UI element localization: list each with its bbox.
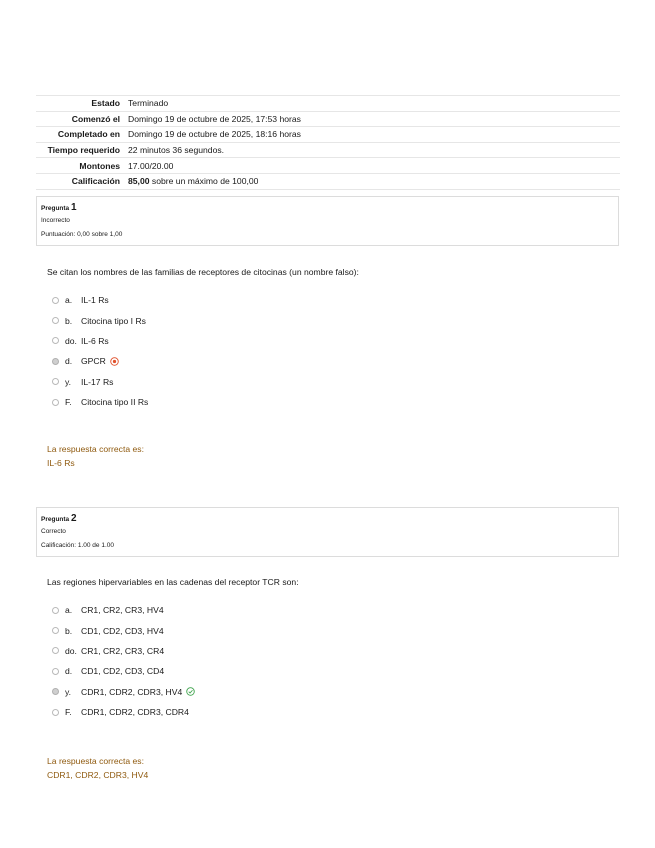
- summary-row-completed: [36, 127, 620, 143]
- answer-text: GPCR: [81, 356, 106, 367]
- answer-letter: do.: [65, 645, 77, 656]
- radio-button[interactable]: [52, 337, 59, 344]
- answer-letter: y.: [65, 376, 72, 387]
- answer-letter: F.: [65, 707, 72, 718]
- answer-letter: b.: [65, 625, 73, 636]
- question-state: Incorrecto: [41, 217, 70, 224]
- question-state: Correcto: [41, 528, 66, 535]
- answer-option-selected[interactable]: [52, 351, 148, 371]
- question-grade: Puntuación: 0,00 sobre 1,00: [41, 231, 123, 238]
- answer-text: CR1, CR2, CR3, HV4: [81, 605, 164, 616]
- question-label: Pregunta: [41, 205, 70, 212]
- answer-option-selected[interactable]: [52, 682, 195, 702]
- answer-letter: a.: [65, 605, 73, 616]
- answer-text: CD1, CD2, CD3, HV4: [81, 625, 164, 636]
- answer-text: Citocina tipo II Rs: [81, 397, 149, 408]
- summary-row-grade: [36, 173, 620, 189]
- summary-value: 22 minutos 36 segundos.: [128, 142, 620, 158]
- summary-value: Domingo 19 de octubre de 2025, 17:53 horas: [128, 111, 620, 127]
- question-grade: Calificación: 1.00 de 1.00: [41, 542, 114, 549]
- answer-option[interactable]: [52, 392, 148, 412]
- grade-max: sobre un máximo de 100,00: [149, 176, 259, 187]
- right-answer-value: CDR1, CDR2, CDR3, HV4: [47, 770, 149, 780]
- question-number-value: 2: [70, 513, 77, 524]
- question-number: [41, 513, 614, 525]
- question-number-value: 1: [70, 202, 77, 213]
- radio-button[interactable]: [52, 317, 59, 324]
- summary-label: Estado: [36, 96, 128, 112]
- radio-button[interactable]: [52, 668, 59, 675]
- summary-label: Montones: [36, 158, 128, 174]
- summary-label: Comenzó el: [36, 111, 128, 127]
- answer-option[interactable]: [52, 331, 148, 351]
- radio-button[interactable]: [52, 378, 59, 385]
- summary-value: Terminado: [128, 96, 620, 112]
- summary-label: Tiempo requerido: [36, 142, 128, 158]
- right-answer: [47, 756, 148, 780]
- radio-button[interactable]: [52, 297, 59, 304]
- answer-text: CR1, CR2, CR3, CR4: [81, 645, 165, 656]
- radio-button[interactable]: [52, 627, 59, 634]
- answer-text: Citocina tipo I Rs: [81, 315, 146, 326]
- summary-value: Domingo 19 de octubre de 2025, 18:16 horas: [128, 127, 620, 143]
- radio-button[interactable]: [52, 647, 59, 654]
- summary-value: 17.00/20.00: [128, 158, 620, 174]
- answer-letter: a.: [65, 295, 73, 306]
- answer-option[interactable]: [52, 641, 195, 661]
- answer-list-1: [52, 290, 148, 412]
- right-answer-value: IL-6 Rs: [47, 458, 75, 468]
- question-info-2: [36, 507, 619, 557]
- answer-text: IL-17 Rs: [81, 376, 114, 387]
- answer-letter: d.: [65, 666, 73, 677]
- answer-option[interactable]: [52, 290, 148, 310]
- summary-label: Calificación: [36, 173, 128, 189]
- answer-text: CD1, CD2, CD3, CD4: [81, 666, 165, 677]
- answer-option[interactable]: [52, 310, 148, 330]
- question-number: [41, 202, 614, 214]
- answer-list-2: [52, 600, 195, 722]
- incorrect-icon: [110, 357, 119, 366]
- attempt-summary-table: [36, 95, 620, 190]
- radio-button-checked[interactable]: [52, 688, 59, 695]
- radio-button[interactable]: [52, 709, 59, 716]
- answer-text: CDR1, CDR2, CDR3, CDR4: [81, 707, 189, 718]
- answer-text: IL-6 Rs: [81, 335, 109, 346]
- summary-row-started: [36, 111, 620, 127]
- radio-button[interactable]: [52, 399, 59, 406]
- radio-button[interactable]: [52, 607, 59, 614]
- right-answer-label: La respuesta correcta es:: [47, 444, 144, 454]
- answer-option[interactable]: [52, 600, 195, 620]
- correct-icon: [186, 687, 195, 696]
- right-answer: [47, 444, 144, 468]
- answer-letter: do.: [65, 335, 77, 346]
- question-info-1: [36, 196, 619, 246]
- answer-option[interactable]: [52, 702, 195, 722]
- answer-option[interactable]: [52, 620, 195, 640]
- answer-option[interactable]: [52, 372, 148, 392]
- summary-label: Completado en: [36, 127, 128, 143]
- summary-row-state: [36, 96, 620, 112]
- answer-letter: b.: [65, 315, 73, 326]
- answer-text: IL-1 Rs: [81, 295, 109, 306]
- question-text: Las regiones hipervariables en las cadenas del receptor TCR son:: [47, 577, 299, 587]
- question-label: Pregunta: [41, 516, 70, 523]
- answer-option[interactable]: [52, 661, 195, 681]
- question-text: Se citan los nombres de las familias de receptores de citocinas (un nombre falso):: [47, 267, 359, 277]
- summary-row-time-taken: [36, 142, 620, 158]
- right-answer-label: La respuesta correcta es:: [47, 756, 144, 766]
- grade-score: 85,00: [128, 176, 150, 187]
- summary-value: [128, 173, 620, 189]
- radio-button-checked[interactable]: [52, 358, 59, 365]
- answer-letter: F.: [65, 397, 72, 408]
- answer-text: CDR1, CDR2, CDR3, HV4: [81, 686, 183, 697]
- summary-row-marks: [36, 158, 620, 174]
- answer-letter: d.: [65, 356, 73, 367]
- answer-letter: y.: [65, 686, 72, 697]
